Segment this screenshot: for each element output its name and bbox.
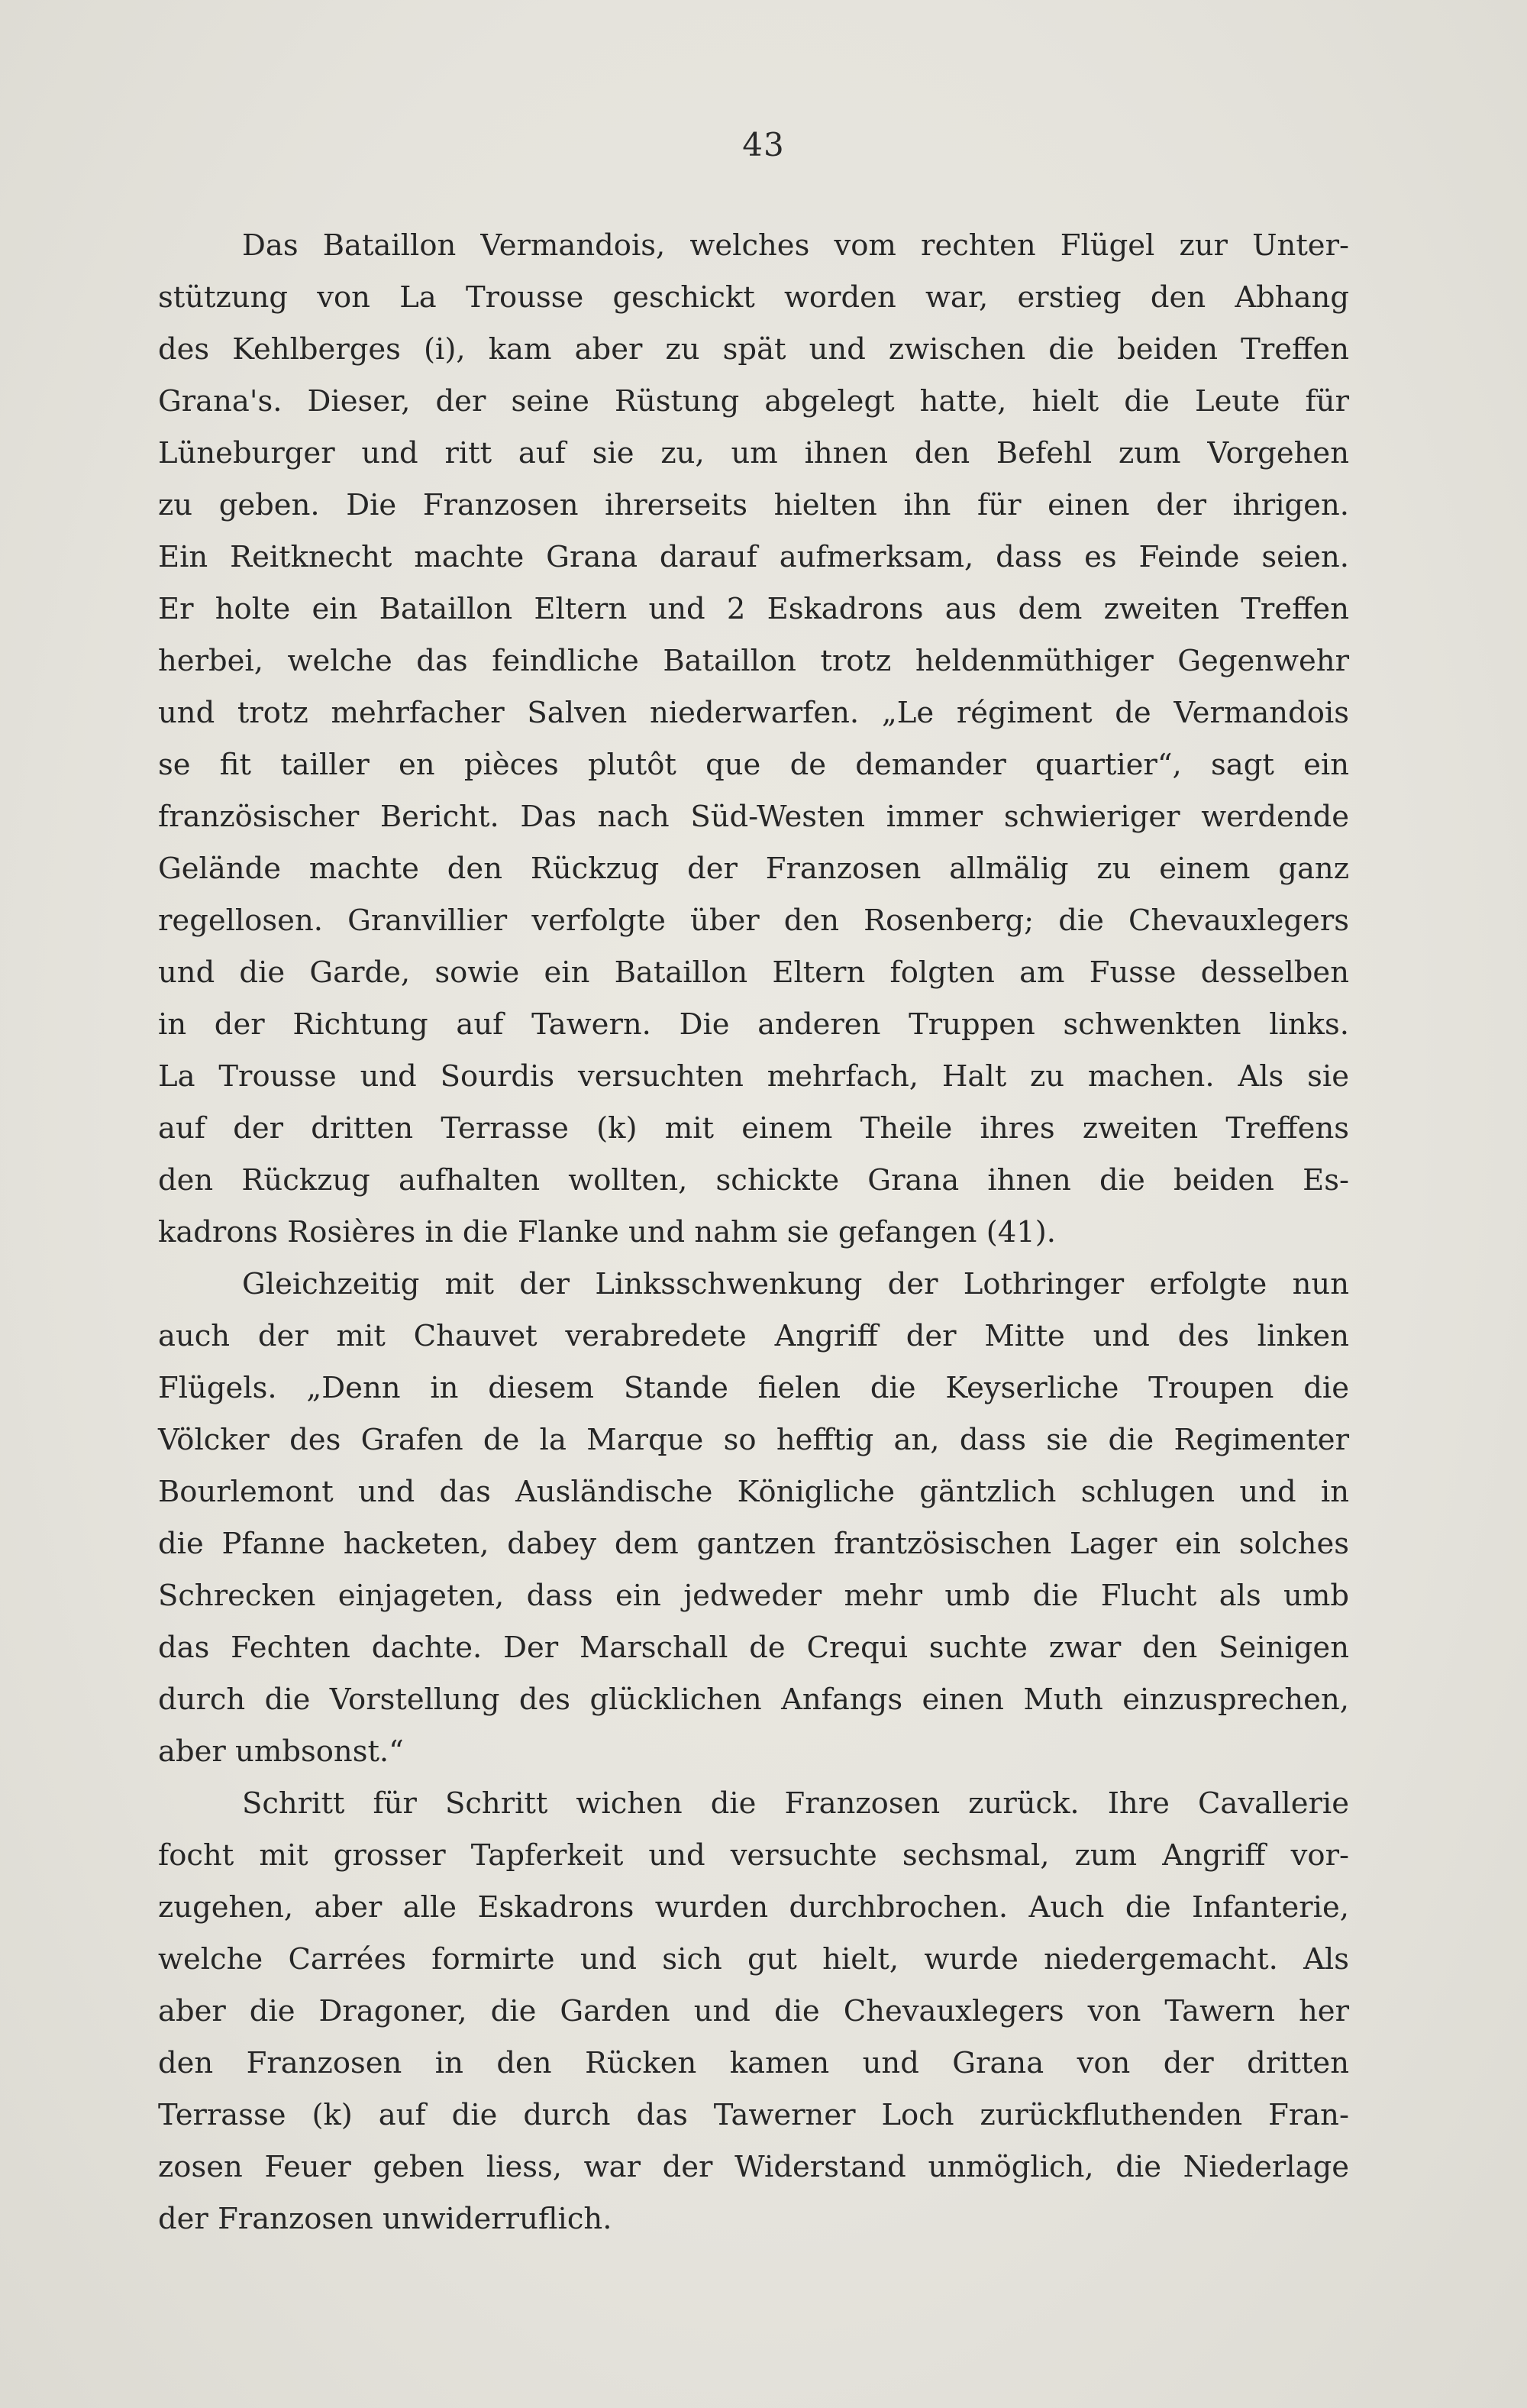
text-line: La Trousse und Sourdis versuchten mehrfach, Halt zu machen. Als sie xyxy=(158,1059,1349,1094)
text-line: welche Carrées formirte und sich gut hielt, wurde niedergemacht. Als xyxy=(158,1942,1349,1976)
text-line: stützung von La Trousse geschickt worden war, erstieg den Abhang xyxy=(158,280,1349,315)
text-line: zugehen, aber alle Eskadrons wurden durchbrochen. Auch die Infanterie, xyxy=(158,1890,1349,1925)
text-line: Er holte ein Bataillon Eltern und 2 Eskadrons aus dem zweiten Treffen xyxy=(158,592,1349,626)
text-line: Flügels. „Denn in diesem Stande fielen die Keyserliche Troupen die xyxy=(158,1371,1349,1405)
text-line: aber umbsonst.“ xyxy=(158,1734,404,1769)
text-line: Gelände machte den Rückzug der Franzosen allmälig zu einem ganz xyxy=(158,852,1349,886)
text-line: auch der mit Chauvet verabredete Angriff der Mitte und des linken xyxy=(158,1319,1349,1353)
text-line: die Pfanne hacketen, dabey dem gantzen frantzösischen Lager ein solches xyxy=(158,1527,1349,1561)
text-line: Terrasse (k) auf die durch das Tawerner Loch zurückfluthenden Fran- xyxy=(158,2098,1349,2132)
text-line: regellosen. Granvillier verfolgte über den Rosenberg; die Chevauxlegers xyxy=(158,903,1349,938)
text-line: Bourlemont und das Ausländische Königliche gäntzlich schlugen und in xyxy=(158,1475,1349,1509)
text-line: auf der dritten Terrasse (k) mit einem Theile ihres zweiten Treffens xyxy=(158,1111,1349,1146)
text-line: Gleichzeitig mit der Linksschwenkung der Lothringer erfolgte nun xyxy=(242,1267,1349,1301)
text-line: durch die Vorstellung des glücklichen Anfangs einen Muth einzusprechen, xyxy=(158,1682,1349,1717)
text-line: herbei, welche das feindliche Bataillon trotz heldenmüthiger Gegenwehr xyxy=(158,644,1349,678)
text-line: Grana's. Dieser, der seine Rüstung abgelegt hatte, hielt die Leute für xyxy=(158,384,1349,419)
text-line: des Kehlberges (i), kam aber zu spät und zwischen die beiden Treffen xyxy=(158,332,1349,367)
text-line: Das Bataillon Vermandois, welches vom rechten Flügel zur Unter- xyxy=(242,228,1349,263)
text-line: Schritt für Schritt wichen die Franzosen zurück. Ihre Cavallerie xyxy=(242,1786,1349,1821)
text-line: den Franzosen in den Rücken kamen und Grana von der dritten xyxy=(158,2046,1349,2080)
text-line: und die Garde, sowie ein Bataillon Eltern folgten am Fusse desselben xyxy=(158,955,1349,990)
text-line: das Fechten dachte. Der Marschall de Crequi suchte zwar den Seinigen xyxy=(158,1631,1349,1665)
page-number: 43 xyxy=(742,126,785,163)
text-line: und trotz mehrfacher Salven niederwarfen. „Le régiment de Vermandois xyxy=(158,696,1349,730)
text-line: focht mit grosser Tapferkeit und versuchte sechsmal, zum Angriff vor- xyxy=(158,1838,1349,1873)
text-line: Ein Reitknecht machte Grana darauf aufmerksam, dass es Feinde seien. xyxy=(158,540,1349,574)
text-line: kadrons Rosières in die Flanke und nahm sie gefangen (41). xyxy=(158,1215,1056,1249)
text-line: französischer Bericht. Das nach Süd-Westen immer schwieriger werdende xyxy=(158,800,1349,834)
text-line: zosen Feuer geben liess, war der Widerstand unmöglich, die Niederlage xyxy=(158,2150,1349,2184)
text-line: den Rückzug aufhalten wollten, schickte Grana ihnen die beiden Es- xyxy=(158,1163,1349,1198)
text-line: der Franzosen unwiderruflich. xyxy=(158,2202,612,2236)
text-line: zu geben. Die Franzosen ihrerseits hielten ihn für einen der ihrigen. xyxy=(158,488,1349,522)
text-line: in der Richtung auf Tawern. Die anderen Truppen schwenkten links. xyxy=(158,1007,1349,1042)
text-line: Völcker des Grafen de la Marque so hefftig an, dass sie die Regimenter xyxy=(158,1423,1349,1457)
text-line: Lüneburger und ritt auf sie zu, um ihnen den Befehl zum Vorgehen xyxy=(158,436,1349,470)
body-text xyxy=(158,220,1349,2245)
text-line: aber die Dragoner, die Garden und die Chevauxlegers von Tawern her xyxy=(158,1994,1349,2028)
text-line: se fit tailler en pièces plutôt que de demander quartier“, sagt ein xyxy=(158,748,1349,782)
text-line: Schrecken einjageten, dass ein jedweder mehr umb die Flucht als umb xyxy=(158,1579,1349,1613)
